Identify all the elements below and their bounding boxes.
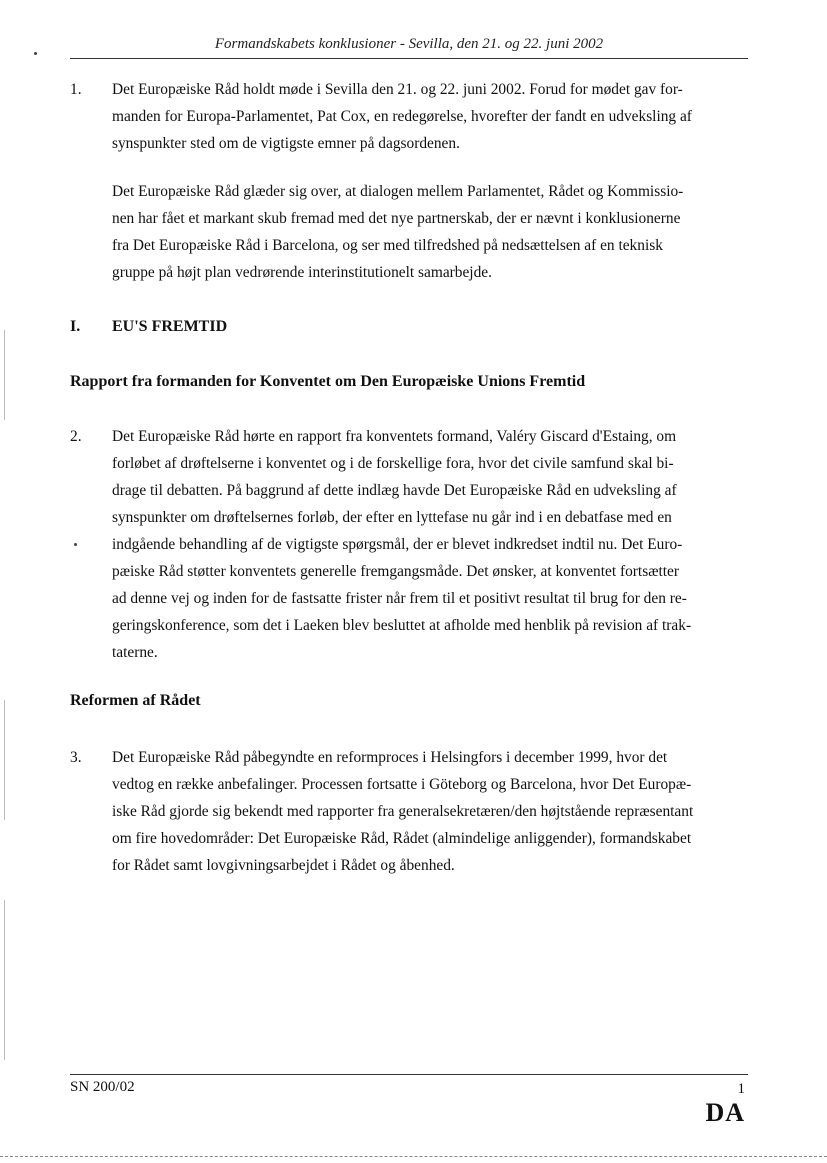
- page-number: 1: [737, 1081, 745, 1097]
- section-number: I.: [70, 318, 81, 335]
- paragraph-line: vedtog en række anbefalinger. Processen fortsatte i Göteborg og Barcelona, hvor Det Europæ-: [112, 776, 692, 793]
- header-rule: [70, 58, 748, 59]
- document-reference: SN 200/02: [70, 1079, 135, 1095]
- paragraph-line: drage til debatten. På baggrund af dette indlæg havde Det Europæiske Råd en udveksling af: [112, 482, 677, 499]
- paragraph-2: [112, 423, 752, 666]
- scan-speck: [34, 52, 37, 55]
- scan-margin-line: [4, 330, 5, 420]
- paragraph-line: synspunkter sted om de vigtigste emner på dagsordenen.: [112, 135, 460, 152]
- paragraph-line: gruppe på højt plan vedrørende interinstitutionelt samarbejde.: [112, 264, 492, 281]
- paragraph-line: manden for Europa-Parlamentet, Pat Cox, en redegørelse, hvorefter der fandt en udveksling af: [112, 108, 692, 125]
- subheading-council-reform: Reformen af Rådet: [70, 692, 201, 709]
- section-title: EU'S FREMTID: [112, 318, 228, 335]
- paragraph-1: [112, 76, 752, 157]
- paragraph-line: Det Europæiske Råd holdt møde i Sevilla den 21. og 22. juni 2002. Forud for mødet gav for-: [112, 81, 683, 98]
- language-code: DA: [705, 1098, 745, 1127]
- paragraph-3: [112, 744, 752, 879]
- paragraph-line: nen har fået et markant skub fremad med det nye partnerskab, der er nævnt i konklusionerne: [112, 210, 681, 227]
- paragraph-line: iske Råd gjorde sig bekendt med rapporter fra generalsekretæren/den højtstående repræsentant: [112, 803, 694, 820]
- paragraph-line: taterne.: [112, 644, 158, 661]
- paragraph-line: geringskonference, som det i Laeken blev besluttet at afholde med henblik på revision af trak-: [112, 617, 692, 634]
- paragraph-line: ad denne vej og inden for de fastsatte frister når frem til et positivt resultat til brug for den re-: [112, 590, 687, 607]
- paragraph-1b: [112, 178, 752, 286]
- page-bottom-edge: [0, 1156, 827, 1157]
- paragraph-line: om fire hovedområder: Det Europæiske Råd, Rådet (almindelige anliggender), formandskabet: [112, 830, 692, 847]
- footer-rule: [70, 1074, 748, 1075]
- paragraph-line: Det Europæiske Råd påbegyndte en reformproces i Helsingfors i december 1999, hvor det: [112, 749, 668, 766]
- paragraph-number: 3.: [70, 749, 82, 766]
- subheading-convention: Rapport fra formanden for Konventet om Den Europæiske Unions Fremtid: [70, 373, 586, 390]
- scan-margin-line: [4, 700, 5, 820]
- paragraph-line: indgående behandling af de vigtigste spørgsmål, der er blevet indkredset indtil nu. Det Euro-: [112, 536, 683, 553]
- running-header: Formandskabets konklusioner - Sevilla, den 21. og 22. juni 2002: [214, 36, 604, 52]
- scan-speck: [74, 543, 77, 546]
- paragraph-line: for Rådet samt lovgivningsarbejdet i Rådet og åbenhed.: [112, 857, 455, 874]
- paragraph-line: pæiske Råd støtter konventets generelle fremgangsmåde. Det ønsker, at konventet fortsætter: [112, 563, 679, 580]
- paragraph-line: Det Europæiske Råd glæder sig over, at dialogen mellem Parlamentet, Rådet og Kommissio-: [112, 183, 684, 200]
- paragraph-line: synspunkter om drøftelsernes forløb, der efter en lyttefase nu går ind i en debatfase med en: [112, 509, 672, 526]
- paragraph-line: Det Europæiske Råd hørte en rapport fra konventets formand, Valéry Giscard d'Estaing, om: [112, 428, 677, 445]
- scan-margin-line: [4, 900, 5, 1060]
- paragraph-number: 1.: [70, 81, 82, 98]
- paragraph-line: fra Det Europæiske Råd i Barcelona, og ser med tilfredshed på nedsættelsen af en teknisk: [112, 237, 663, 254]
- paragraph-number: 2.: [70, 428, 82, 445]
- paragraph-line: forløbet af drøftelserne i konventet og i de forskellige fora, hvor det civile samfund skal bi-: [112, 455, 674, 472]
